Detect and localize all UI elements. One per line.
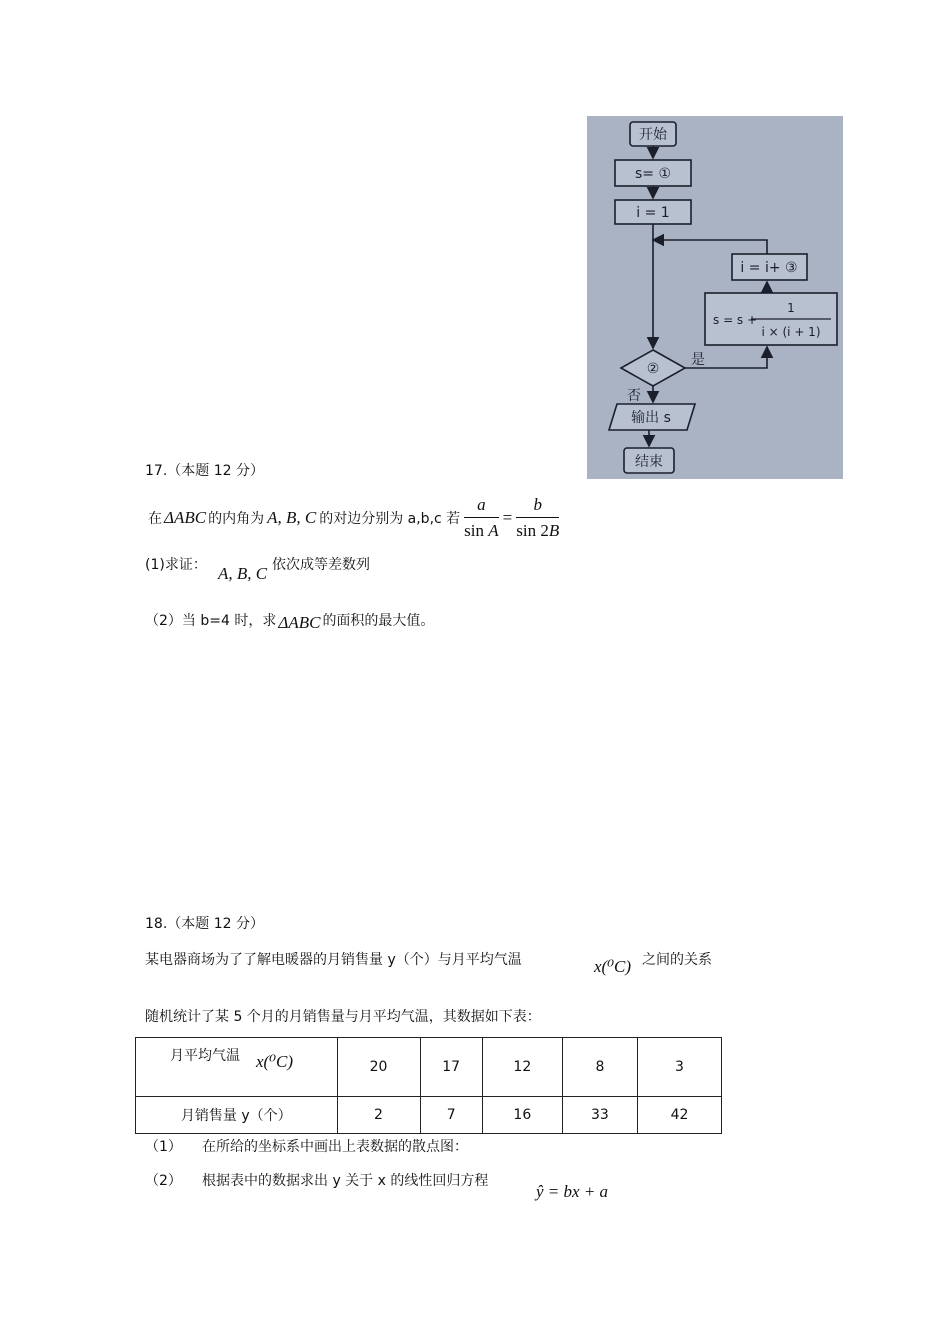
q17-frac1-den-fn: sin <box>464 521 489 540</box>
table-temp-label: 月平均气温 <box>170 1048 240 1064</box>
flowchart-image <box>587 116 843 479</box>
q17-part1-text: 依次成等差数列 <box>272 557 370 573</box>
q18-temp-var: x(⁰C) <box>594 957 632 976</box>
flowchart-i-update-label: i = i+ ③ <box>740 260 798 276</box>
q17-stem-prefix: 在 <box>148 511 162 527</box>
flowchart-s-update-den: i × (i + 1) <box>761 325 821 339</box>
q18-line2: 随机统计了某 5 个月的月销售量与月平均气温，其数据如下表： <box>145 1009 541 1025</box>
q17-frac2-num: b <box>516 495 559 518</box>
q17-equals: = <box>502 508 513 527</box>
table-cell-sales: 42 <box>637 1097 721 1134</box>
q17-angles: A, B, C <box>267 508 317 527</box>
table-cell-temp: 3 <box>637 1038 721 1097</box>
flowchart-yes-label: 是 <box>691 352 705 368</box>
q17-frac1-den <box>464 518 498 541</box>
table-header-sales: 月销售量 y（个） <box>136 1097 338 1134</box>
table-cell-temp: 20 <box>337 1038 420 1097</box>
q17-frac2-den-fn: sin 2 <box>516 521 549 540</box>
q18-part1-num: （1） <box>145 1139 182 1155</box>
q18-data-table <box>135 1037 722 1134</box>
q17-stem-mid2: 的对边分别为 a,b,c 若 <box>319 511 461 527</box>
flowchart-diagram <box>587 116 843 479</box>
q18-line1-prefix: 某电器商场为了了解电暖器的月销售量 y（个）与月平均气温 <box>145 952 522 968</box>
q17-part2 <box>145 610 434 630</box>
q17-stem-mid1: 的内角为 <box>208 511 265 527</box>
table-cell-sales: 2 <box>337 1097 420 1134</box>
q17-part1-label: (1)求证： <box>145 557 207 573</box>
table-cell-temp: 12 <box>482 1038 562 1097</box>
flowchart-i-init-label: i = 1 <box>636 205 670 221</box>
q18-regression-equation: ŷ = bx + a <box>536 1182 609 1201</box>
flowchart-s-update-prefix: s = s + <box>713 313 758 327</box>
table-cell-sales: 33 <box>562 1097 637 1134</box>
q18-line1-suffix: 之间的关系 <box>642 952 712 968</box>
flowchart-s-update-num: 1 <box>787 301 795 315</box>
table-row-sales <box>136 1097 722 1134</box>
table-cell-sales: 16 <box>482 1097 562 1134</box>
q17-fraction-b <box>516 495 559 541</box>
q17-part1-angles: A, B, C <box>218 564 268 583</box>
q17-part2-suffix: 的面积的最大值。 <box>322 613 435 629</box>
q17-stem <box>148 494 559 542</box>
q17-header: 17.（本题 12 分） <box>145 463 264 479</box>
q17-frac2-den-var: B <box>548 521 560 540</box>
q18-header: 18.（本题 12 分） <box>145 916 264 932</box>
flowchart-condition-label: ② <box>646 361 660 377</box>
flowchart-end-label: 结束 <box>635 454 663 470</box>
q18-part2-num: （2） <box>145 1173 182 1189</box>
table-cell-temp: 8 <box>562 1038 637 1097</box>
q18-part2-text: 根据表中的数据求出 y 关于 x 的线性回归方程 <box>202 1173 489 1189</box>
table-temp-unit: x(⁰C) <box>256 1052 294 1071</box>
table-header-temperature <box>136 1038 338 1097</box>
table-cell-temp: 17 <box>420 1038 482 1097</box>
q17-triangle: ΔABC <box>164 508 207 527</box>
flowchart-start-label: 开始 <box>639 127 667 143</box>
table-row-temperature <box>136 1038 722 1097</box>
q17-frac2-den <box>516 518 559 541</box>
flowchart-s-init-label: s= ① <box>634 166 672 182</box>
table-cell-sales: 7 <box>420 1097 482 1134</box>
q17-frac1-num: a <box>464 495 498 518</box>
q18-part1-text: 在所给的坐标系中画出上表数据的散点图： <box>202 1139 468 1155</box>
flowchart-no-label: 否 <box>627 388 641 404</box>
q17-frac1-den-var: A <box>488 521 499 540</box>
q17-part2-triangle: ΔABC <box>278 613 321 632</box>
flowchart-output-label: 输出 s <box>631 410 671 426</box>
q17-fraction-a <box>464 495 498 541</box>
q17-part2-prefix: （2）当 b=4 时，求 <box>145 613 277 629</box>
